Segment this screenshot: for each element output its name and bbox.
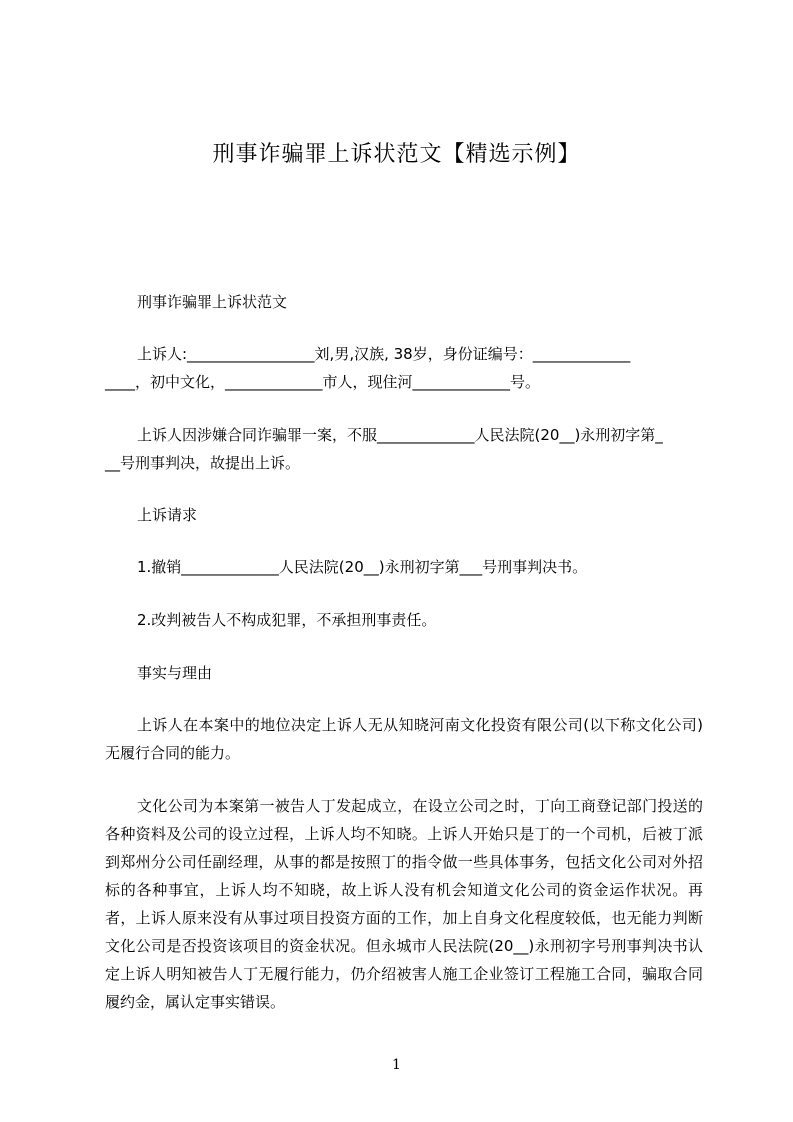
document-subtitle: 刑事诈骗罪上诉状范文 [137, 293, 288, 311]
facts-paragraph-1: 上诉人在本案中的地位决定上诉人无从知晓河南文化投资有限公司(以下称文化公司)无履行合同的能力。 [105, 716, 703, 762]
document-title: 刑事诈骗罪上诉状范文【精选示例】 [212, 142, 581, 167]
request-heading: 上诉请求 [137, 506, 198, 524]
request-item-1: 1.撤销_____________人民法院(20__)永刑初字第___号刑事判决书。 [137, 558, 588, 576]
case-intro-line-1: 上诉人因涉嫌合同诈骗罪一案，不服_____________人民法院(20__)永刑初字第_ [137, 426, 663, 444]
page-number: 1 [392, 1057, 401, 1073]
appellant-info-line-1: 上诉人:_________________刘,男,汉族, 38岁，身份证编号：_____________ [137, 345, 631, 363]
appellant-info-line-2: ____，初中文化，_____________市人，现住河_____________号。 [105, 373, 541, 391]
facts-paragraph-2: 文化公司为本案第一被告人丁发起成立，在设立公司之时，丁向工商登记部门投送的各种资料及公司的设立过程，上诉人均不知晓。上诉人开始只是丁的一个司机，后被丁派到郑州分公司任副经理，从事的都是按照丁的指令做一些具体事务，包括文化公司对外招标的各种事宜，上诉人均不知晓，故上诉人没有机会知道文化公司的资金运作状况。再者，上诉人原来没有从事过项目投资方面的工作，加上自身文化程度较低，也无能力判断文化公司是否投资该项目的资金状况。但永城市人民法院(20__)永刑初字号刑事判决书认定上诉人明知被告人丁无履行能力，仍介绍被害人施工企业签订工程施工合同，骗取合同履约金，属认定事实错误。 [105, 797, 703, 1011]
request-item-2: 2.改判被告人不构成犯罪，不承担刑事责任。 [137, 611, 437, 629]
case-intro-line-2: __号刑事判决，故提出上诉。 [105, 454, 301, 472]
facts-heading: 事实与理由 [137, 664, 213, 682]
